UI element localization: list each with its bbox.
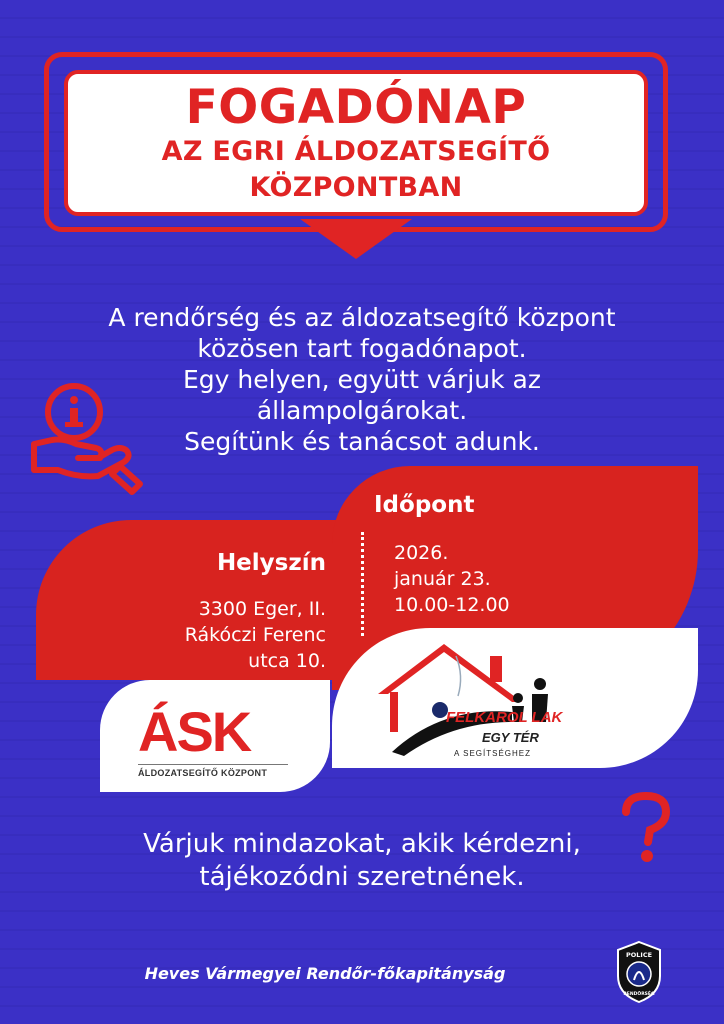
time-title: Időpont [374,492,475,518]
felkarol-tagline: A SEGÍTSÉGHEZ [454,749,532,758]
ask-logo [138,700,302,778]
dotted-divider [361,532,364,636]
ask-logo-rule [138,764,288,765]
info-hand-icon [28,378,144,502]
footer-organization: Heves Vármegyei Rendőr-főkapitányság [144,964,506,983]
badge-top-text: POLICE [625,951,653,959]
time-line: 2026. [394,542,449,564]
page-title: FOGADÓNAP [185,80,527,135]
ask-logo-letters: ÁSK [138,700,251,763]
page-subtitle-line-1: AZ EGRI ÁLDOZATSEGÍTŐ [161,136,551,167]
speech-pointer [300,219,412,259]
intro-line: közösen tart fogadónapot. [197,334,527,363]
address-line: Rákóczi Ferenc [184,624,326,646]
intro-line: A rendőrség és az áldozatsegítő központ [108,303,616,332]
title-box [64,70,648,216]
time-line: 10.00-12.00 [394,594,510,616]
badge-bottom-text: RENDŐRSÉG [623,992,655,997]
closing-paragraph [60,828,664,894]
intro-line: Segítünk és tanácsot adunk. [184,427,540,456]
felkarol-subtitle: EGY TÉR [482,730,539,745]
location-address [140,596,326,674]
location-title: Helyszín [216,550,326,576]
intro-line: állampolgárokat. [256,396,468,425]
intro-line: Egy helyen, együtt várjuk az [183,365,541,394]
time-line: január 23. [394,568,491,590]
police-badge-icon [614,940,664,1004]
address-line: 3300 Eger, II. [198,598,326,620]
felkarol-title: FELKAROL LAK [446,709,563,726]
time-details [394,540,510,618]
closing-line: Várjuk mindazokat, akik kérdezni, [143,829,581,859]
page-subtitle-line-2: KÖZPONTBAN [249,172,463,203]
address-line: utca 10. [248,650,326,672]
closing-line: tájékozódni szeretnének. [199,862,525,892]
ask-logo-text: ÁLDOZATSEGÍTŐ KÖZPONT [138,768,268,778]
